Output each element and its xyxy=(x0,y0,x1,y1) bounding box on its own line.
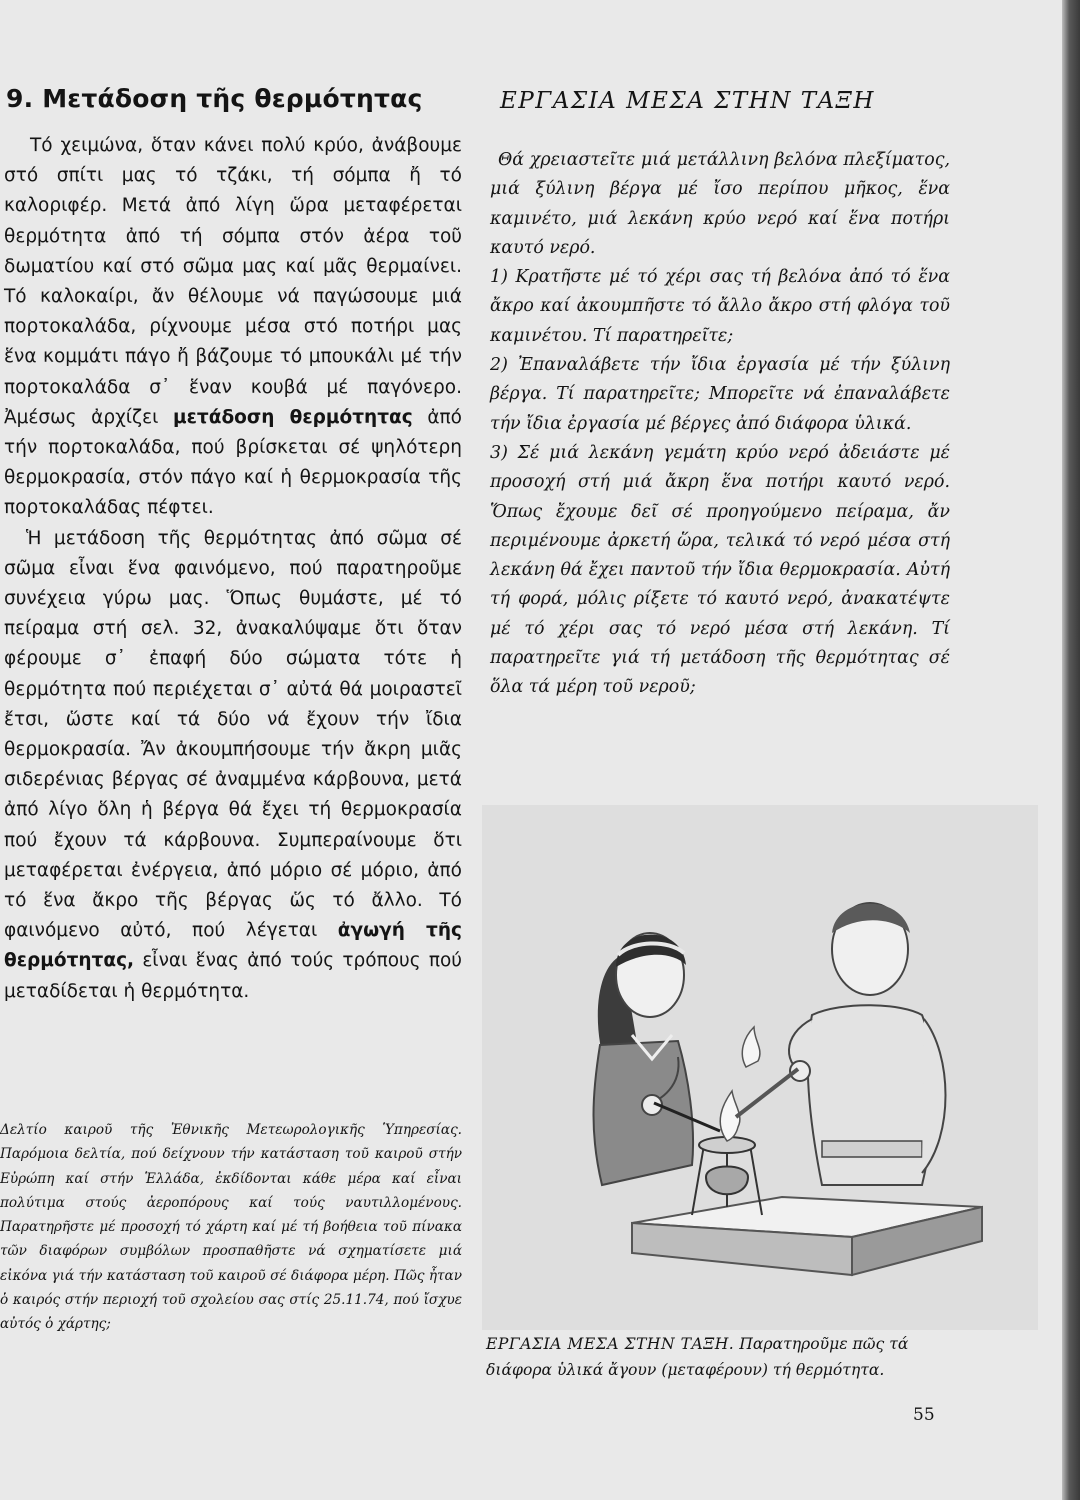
wooden-rod xyxy=(736,1069,798,1117)
weather-bulletin-caption: Δελτίο καιροῦ τῆς Ἐθνικῆς Μετεωρολογικῆς Ὑπηρεσίας. Παρόμοια δελτία, πού δείχνουν τήν κατάσταση τοῦ καιροῦ στήν Εὐρώπη καί στήν Ἑλλάδα, ἐκδίδονται κάθε μέρα καί εἶναι πολύτιμα στούς ἀεροπόρους καί τούς ναυτιλλομένους. Παρατηρῆστε μέ προσοχή τό χάρτη καί μέ τή βοήθεια τοῦ πίνακα τῶν διαφόρων συμβόλων προσπαθῆστε νά σχηματίσετε μιά εἰκόνα γιά τήν κατάσταση τοῦ καιροῦ σέ διάφορα μέρη. Πῶς ἦταν ὁ καιρός στήν περιοχή τοῦ σχολείου σας στίς 25.11.74, πού ἴσχυε αὐτός ὁ χάρτης; xyxy=(0,1122,462,1333)
figure-caption xyxy=(486,1331,966,1383)
girl-figure xyxy=(594,933,694,1185)
flame-flare-icon xyxy=(742,1027,760,1067)
paragraph-2 xyxy=(4,524,462,1007)
term-heat-conduction: ἀγωγή τῆς θερμότητας, xyxy=(4,920,463,972)
section-title: 9. Μετάδοση τῆς θερμότητας xyxy=(6,84,423,113)
page-edge-shadow xyxy=(1062,0,1080,1500)
activity-step-3: 3) Σέ μιά λεκάνη γεμάτη κρύο νερό ἀδειάστε μέ προσοχή στή μιά ἄκρη ἕνα ποτήρι καυτό νερό. Ὅπως ἔχουμε δεῖ σέ προηγούμενο πείραμα, ἄν περιμένουμε ἀρκετή ὥρα, τελικά τό νερό μέσα στή λεκάνη θά ἔχει παντοῦ τήν ἴδια θερμοκρασία. Αὐτή τή φορά, μόλις ρίξετε τό καυτό νερό, ἀνακατέψτε μέ τό χέρι σας τό νερό μέσα στή λεκάνη. Τί παρατηρεῖτε γιά τή μετάδοση τῆς θερμότητας σέ ὅλα τά μέρη τοῦ νεροῦ; xyxy=(490,442,950,698)
activity-step-1: 1) Κρατῆστε μέ τό χέρι σας τή βελόνα ἀπό τό ἕνα ἄκρο καί ἀκουμπῆστε τό ἄλλο ἄκρο στή φλόγα τοῦ καμινέτου. Τί παρατηρεῖτε; xyxy=(490,267,950,346)
page-number: 55 xyxy=(913,1405,935,1425)
paragraph-1-text-b: ἀπό τήν πορτοκαλάδα, πού βρίσκεται σέ ψηλότερη θερμοκρασία, στόν πάγο καί ἡ θερμοκρασία τῆς πορτοκαλάδας πέφτει. xyxy=(4,406,462,519)
activity-instructions xyxy=(486,146,950,703)
right-column xyxy=(486,84,950,703)
activity-title: ΕΡΓΑΣΙΑ ΜΕΣΑ ΣΤΗΝ ΤΑΞΗ xyxy=(500,88,875,114)
boy-figure xyxy=(789,903,946,1185)
activity-intro: Θά χρειαστεῖτε μιά μετάλλινη βελόνα πλεξίματος, μιά ξύλινη βέργα μέ ἴσο περίπου μῆκος, ἕνα καμινέτο, μιά λεκάνη κρύο νερό καί ἕνα ποτήρι καυτό νερό. xyxy=(490,150,950,258)
experiment-illustration xyxy=(482,805,1038,1330)
term-heat-transfer: μετάδοση θερμότητας xyxy=(173,406,413,428)
section-body xyxy=(0,131,462,1007)
paragraph-2-text-a: Ἡ μετάδοση τῆς θερμότητας ἀπό σῶμα σέ σῶμα εἶναι ἕνα φαινόμενο, πού παρατηροῦμε συνέχεια γύρω μας. Ὅπως θυμάστε, μέ τό πείραμα στή σελ. 32, ἀνακαλύψαμε ὅτι ὅταν φέρουμε σ᾿ ἐπαφή δύο σώματα τότε ἡ θερμότητα πού περιέχεται σ᾿ αὐτά θά μοιραστεῖ ἔτσι, ὥστε καί τά δύο νά ἔχουν τήν ἴδια θερμοκρασία. Ἄν ἀκουμπήσουμε τήν ἄκρη μιᾶς σιδερένιας βέργας σέ ἀναμμένα κάρβουνα, μετά ἀπό λίγο ὅλη ἡ βέργα θά ἔχει τή θερμοκρασία πού ἔχουν τά κάρβουνα. Συμπεραίνουμε ὅτι μεταφέρεται ἐνέργεια, ἀπό μόριο σέ μόριο, ἀπό τό ἕνα ἄκρο τῆς βέργας ὥς τό ἄλλο. Τό φαινόμενο αὐτό, πού λέγεται xyxy=(4,527,462,942)
figure-caption-text: Παρατηροῦμε πῶς τά διάφορα ὑλικά ἄγουν (μεταφέρουν) τή θερμότητα. xyxy=(486,1335,909,1379)
left-column xyxy=(0,84,462,1007)
figure-caption-head: ΕΡΓΑΣΙΑ ΜΕΣΑ ΣΤΗΝ ΤΑΞΗ. xyxy=(486,1335,735,1353)
paragraph-1 xyxy=(4,131,462,524)
paragraph-1-text-a: Τό χειμώνα, ὅταν κάνει πολύ κρύο, ἀνάβουμε στό σπίτι μας τό τζάκι, τή σόμπα ἤ τό καλοριφέρ. Μετά ἀπό λίγη ὥρα μεταφέρεται θερμότητα ἀπό τή σόμπα στόν ἀέρα τοῦ δωματίου καί στό σῶμα μας καί μᾶς θερμαίνει. Τό καλοκαίρι, ἄν θέλουμε νά παγώσουμε μιά πορτοκαλάδα, ρίχνουμε μέσα στό ποτήρι μας ἕνα κομμάτι πάγο ἤ βάζουμε τό μπουκάλι μέ τήν πορτοκαλάδα σ᾿ ἕναν κουβά μέ παγόνερο. Ἀμέσως ἀρχίζει xyxy=(4,135,462,428)
paragraph-2-text-b: εἶναι ἕνας ἀπό τούς τρόπους πού μεταδίδεται ἡ θερμότητα. xyxy=(4,950,462,1002)
activity-step-2: 2) Ἐπαναλάβετε τήν ἴδια ἐργασία μέ τήν ξύλινη βέργα. Τί παρατηρεῖτε; Μπορεῖτε νά ἐπαναλάβετε τήν ἴδια ἐργασία μέ βέργες ἀπό διάφορα ὑλικά. xyxy=(490,355,950,434)
children-heating-rods-drawing xyxy=(482,805,1038,1330)
